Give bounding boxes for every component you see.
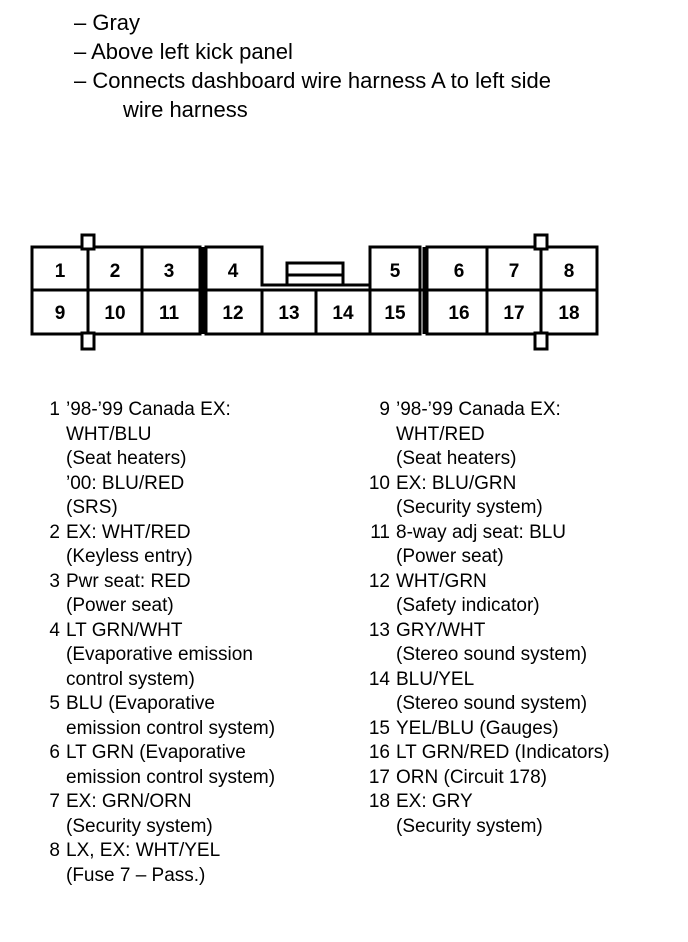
key-top-right [535,235,547,249]
note-location: – Above left kick panel [74,39,293,64]
pin-label-17: 17 [503,303,525,324]
pin-item: 3 Pwr seat: RED (Power seat) [49,570,191,616]
pin-label-8: 8 [563,261,575,282]
key-bottom-left [82,333,94,349]
pin-label-3: 3 [163,261,175,282]
pin-item: 7 EX: GRN/ORN (Security system) [49,791,213,837]
note-connects: – Connects dashboard wire harness A to left side [74,68,551,93]
note-connects-cont: wire harness [123,97,248,122]
pin-item: 2 EX: WHT/RED (Keyless entry) [49,521,193,567]
key-bottom-right [535,333,547,349]
pin-label-4: 4 [227,261,239,282]
pin-item: 17 ORN (Circuit 178) [368,766,547,788]
pin-item: 5 BLU (Evaporative emission control system) [49,693,276,739]
pin-label-7: 7 [508,261,520,282]
pin-item: 11 8-way adj seat: BLU (Power seat) [370,521,567,567]
pin-label-18: 18 [558,303,580,324]
pin-item: 6 LT GRN (Evaporative emission control system) [49,742,276,788]
note-color: – Gray [74,10,141,35]
pin-item: 8 LX, EX: WHT/YEL (Fuse 7 – Pass.) [49,840,221,886]
connector-diagram [0,225,688,360]
pin-label-5: 5 [389,261,401,282]
pin-label-1: 1 [54,261,66,282]
pin-item: 15 YEL/BLU (Gauges) [368,717,559,739]
pin-item: 13 GRY/WHT (Stereo sound system) [368,619,588,665]
pin-label-6: 6 [453,261,465,282]
pin-list-right [360,398,680,839]
pin-label-14: 14 [332,303,354,324]
pin-label-11: 11 [158,303,180,324]
pin-label-2: 2 [109,261,121,282]
pin-label-12: 12 [222,303,244,324]
pin-item: 16 LT GRN/RED (Indicators) [368,742,610,763]
pin-label-15: 15 [384,303,406,324]
pin-item: 12 WHT/GRN (Safety indicator) [368,570,540,616]
pin-item: 18 EX: GRY (Security system) [368,791,543,837]
pin-item: 9 ’98-’99 Canada EX: WHT/RED (Seat heaters) [379,399,561,469]
pin-item: 10 EX: BLU/GRN (Security system) [368,472,543,518]
key-top-left [82,235,94,249]
pin-item: 14 BLU/YEL (Stereo sound system) [368,668,588,714]
pin-item: 4 LT GRN/WHT (Evaporative emission control system) [49,619,253,690]
pin-list-left [30,398,360,888]
pin-label-13: 13 [278,303,300,324]
pin-label-10: 10 [104,303,126,324]
pin-item: 1 ’98-’99 Canada EX: WHT/BLU (Seat heaters) ’00: BLU/RED (SRS) [49,399,231,518]
pin-label-16: 16 [448,303,470,324]
pin-label-9: 9 [54,303,66,324]
